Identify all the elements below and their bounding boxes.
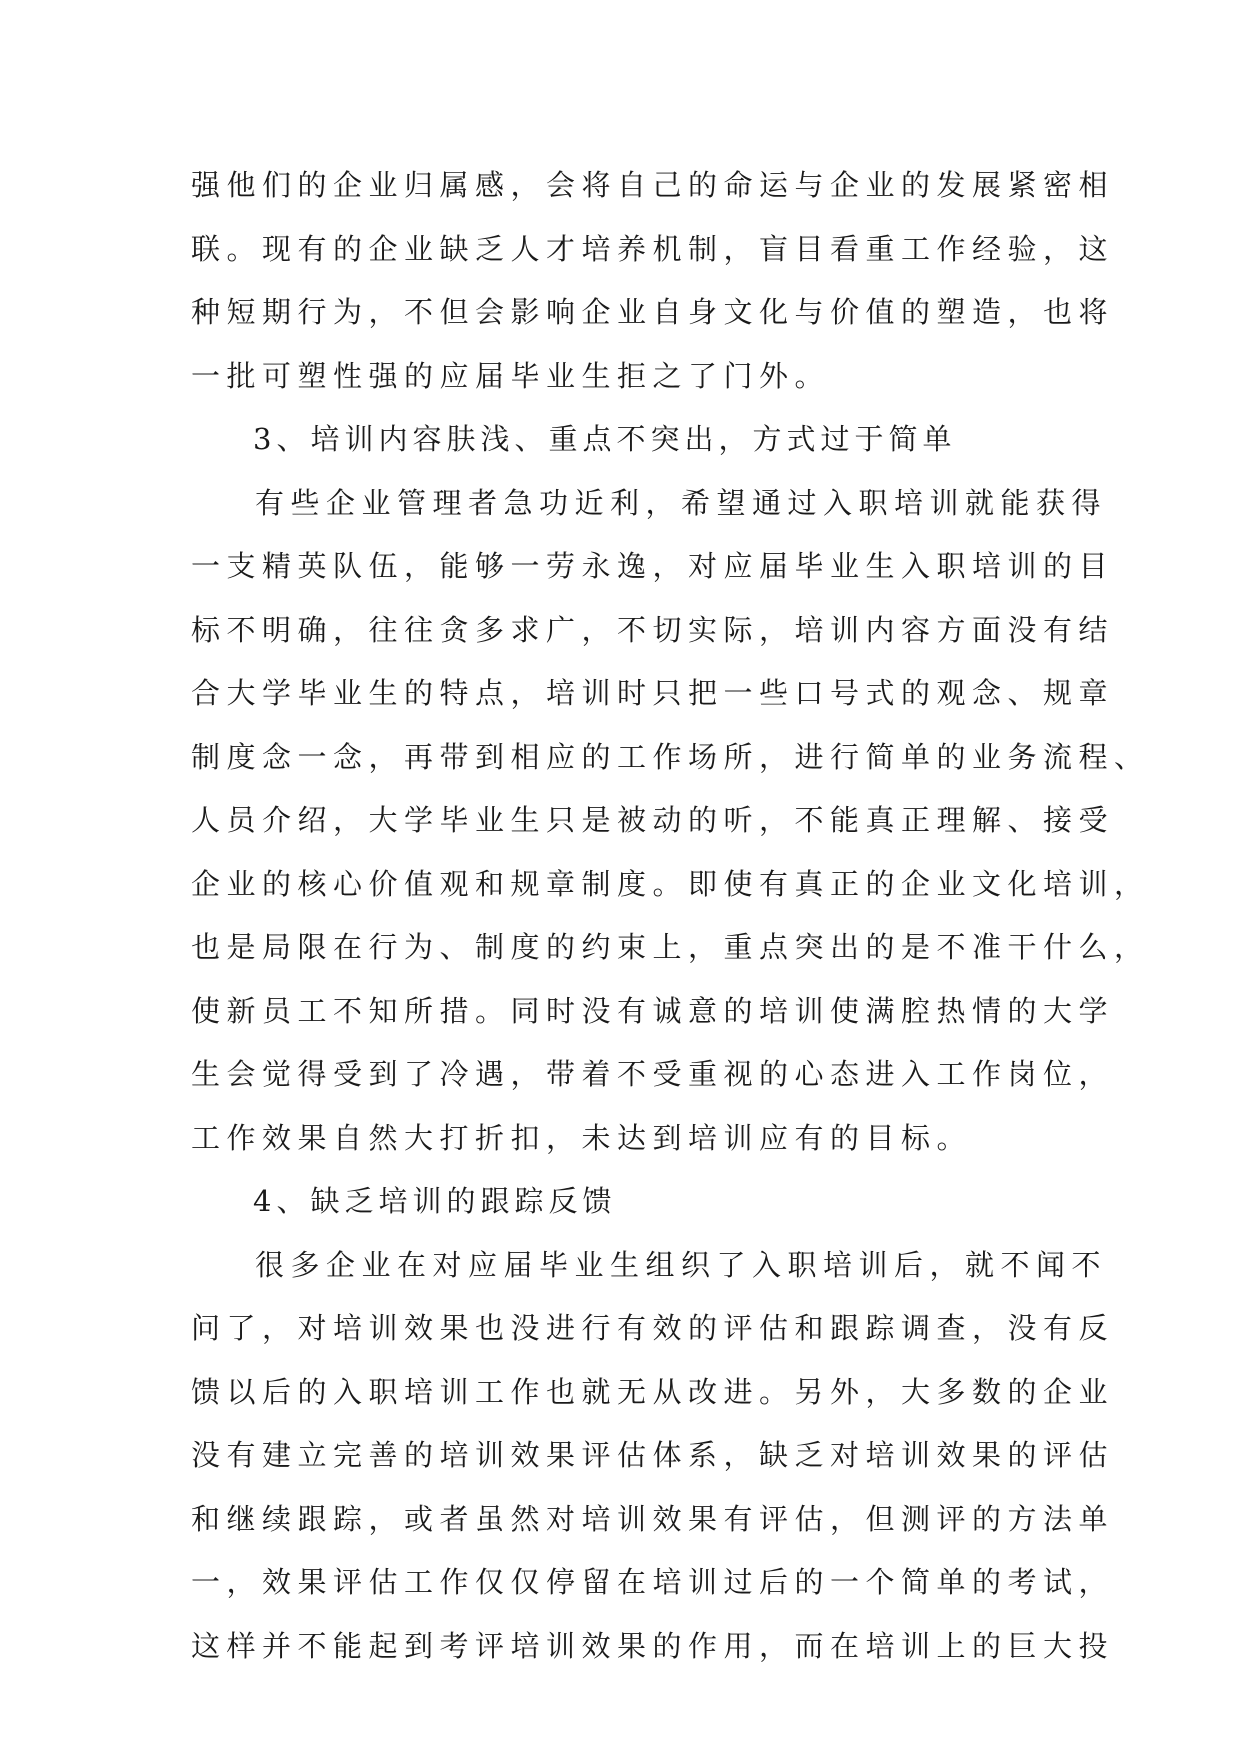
paragraph-start: 有些企业管理者急功近利，希望通过入职培训就能获得	[255, 485, 1108, 520]
text-line: 人员介绍，大学毕业生只是被动的听，不能真正理解、接受	[191, 803, 1115, 837]
paragraph-start: 很多企业在对应届毕业生组织了入职培训后，就不闻不	[255, 1247, 1108, 1282]
text-line: 没有建立完善的培训效果评估体系，缺乏对培训效果的评估	[191, 1438, 1115, 1472]
body-text	[191, 154, 1150, 1678]
text-line: 问了，对培训效果也没进行有效的评估和跟踪调查，没有反	[191, 1311, 1115, 1345]
text-line: 馈以后的入职培训工作也就无从改进。另外，大多数的企业	[191, 1374, 1115, 1409]
text-line: 合大学毕业生的特点，培训时只把一些口号式的观念、规章	[191, 676, 1115, 710]
text-line: 联。现有的企业缺乏人才培养机制，盲目看重工作经验，这	[191, 231, 1115, 266]
text-line: 一支精英队伍，能够一劳永逸，对应届毕业生入职培训的目	[191, 549, 1115, 583]
text-line: 生会觉得受到了冷遇，带着不受重视的心态进入工作岗位，	[191, 1057, 1115, 1091]
text-line: 企业的核心价值观和规章制度。即使有真正的企业文化培训，	[191, 866, 1150, 901]
section-heading-3: 3、培训内容肤浅、重点不突出，方式过于简单	[253, 422, 957, 456]
text-line: 工作效果自然大打折扣，未达到培训应有的目标。	[191, 1120, 973, 1155]
text-line: 种短期行为，不但会影响企业自身文化与价值的塑造，也将	[191, 295, 1115, 329]
text-line: 和继续跟踪，或者虽然对培训效果有评估，但测评的方法单	[191, 1501, 1115, 1536]
text-line: 强他们的企业归属感，会将自己的命运与企业的发展紧密相	[191, 168, 1115, 202]
text-line: 一，效果评估工作仅仅停留在培训过后的一个简单的考试，	[191, 1565, 1115, 1599]
text-line: 使新员工不知所措。同时没有诚意的培训使满腔热情的大学	[191, 993, 1115, 1028]
text-line: 一批可塑性强的应届毕业生拒之了门外。	[191, 358, 831, 393]
section-heading-4: 4、缺乏培训的跟踪反馈	[253, 1184, 617, 1218]
text-line: 这样并不能起到考评培训效果的作用，而在培训上的巨大投	[191, 1628, 1115, 1663]
text-line: 标不明确，往往贪多求广，不切实际，培训内容方面没有结	[191, 612, 1115, 647]
text-line: 制度念一念，再带到相应的工作场所，进行简单的业务流程、	[191, 739, 1150, 774]
text-line: 也是局限在行为、制度的约束上，重点突出的是不准干什么，	[191, 930, 1150, 964]
